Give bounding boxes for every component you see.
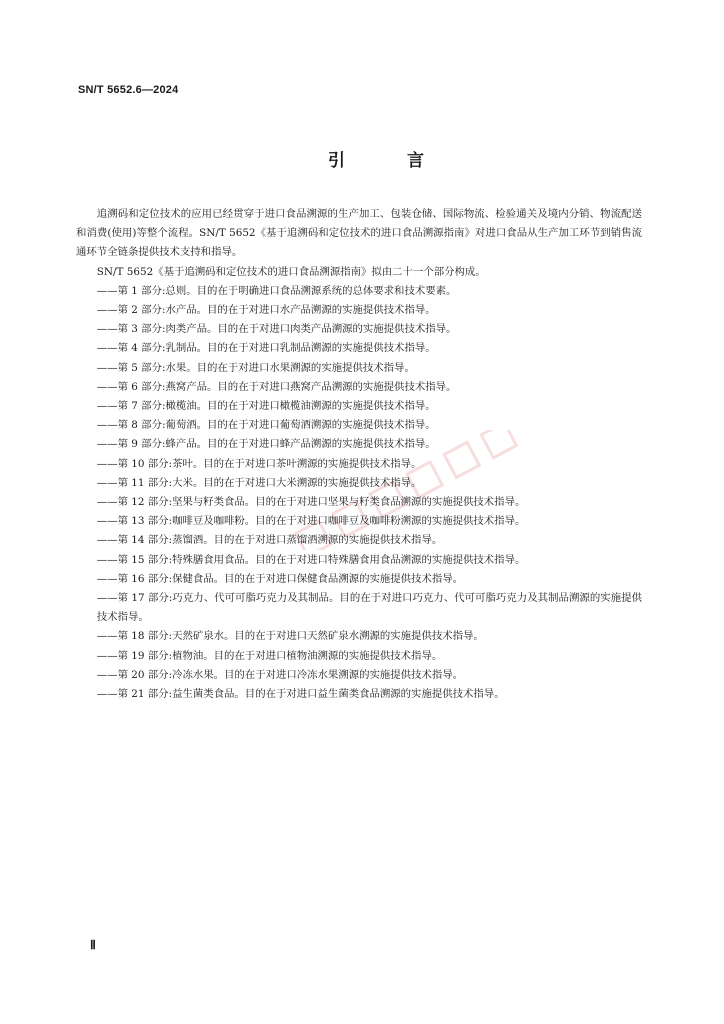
list-item: ——第 3 部分:肉类产品。目的在于对进口肉类产品溯源的实施提供技术指导。 bbox=[96, 323, 457, 336]
list-item: ——第 14 部分:蒸馏酒。目的在于对进口蒸馏酒溯源的实施提供技术指导。 bbox=[96, 534, 443, 547]
list-item: ——第 6 部分:燕窝产品。目的在于对进口燕窝产品溯源的实施提供技术指导。 bbox=[96, 380, 457, 393]
list-item: ——第 2 部分:水产品。目的在于对进口水产品溯源的实施提供技术指导。 bbox=[96, 304, 436, 317]
list-item: ——第 20 部分:冷冻水果。目的在于对进口冷冻水果溯源的实施提供技术指导。 bbox=[96, 668, 464, 681]
list-item: ——第 13 部分:咖啡豆及咖啡粉。目的在于对进口咖啡豆及咖啡粉溯源的实施提供技术指导。 bbox=[96, 515, 526, 528]
list-item: ——第 16 部分:保健食品。目的在于对进口保健食品溯源的实施提供技术指导。 bbox=[96, 572, 464, 585]
list-item: ——第 19 部分:植物油。目的在于对进口植物油溯源的实施提供技术指导。 bbox=[96, 649, 443, 662]
list-item: ——第 5 部分:水果。目的在于对进口水果溯源的实施提供技术指导。 bbox=[96, 361, 415, 374]
list-item: ——第 7 部分:橄榄油。目的在于对进口橄榄油溯源的实施提供技术指导。 bbox=[96, 400, 436, 413]
page-title: 引 言 bbox=[328, 151, 452, 171]
structure-paragraph: SN/T 5652《基于追溯码和定位技术的进口食品溯源指南》拟由二十一个部分构成。 bbox=[96, 265, 486, 278]
list-item: ——第 17 部分:巧克力、代可可脂巧克力及其制品。目的在于对进口巧克力、代可可脂巧克力及其制品溯源的实施提供技术指导。 bbox=[96, 592, 642, 624]
list-item: ——第 12 部分:坚果与籽类食品。目的在于对进口坚果与籽类食品溯源的实施提供技术指导。 bbox=[96, 496, 526, 509]
list-item: ——第 4 部分:乳制品。目的在于对进口乳制品溯源的实施提供技术指导。 bbox=[96, 342, 436, 355]
list-item: ——第 10 部分:茶叶。目的在于对进口茶叶溯源的实施提供技术指导。 bbox=[96, 457, 422, 470]
list-item: ——第 21 部分:益生菌类食品。目的在于对进口益生菌类食品溯源的实施提供技术指导。 bbox=[96, 688, 505, 701]
standard-code: SN/T 5652.6—2024 bbox=[78, 84, 179, 96]
body-text bbox=[76, 205, 642, 704]
page-number: Ⅱ bbox=[90, 938, 96, 952]
list-item: ——第 9 部分:蜂产品。目的在于对进口蜂产品溯源的实施提供技术指导。 bbox=[96, 438, 436, 451]
list-item: ——第 18 部分:天然矿泉水。目的在于对进口天然矿泉水溯源的实施提供技术指导。 bbox=[96, 630, 484, 643]
list-item: ——第 1 部分:总则。目的在于明确进口食品溯源系统的总体要求和技术要素。 bbox=[96, 284, 457, 297]
intro-paragraph: 追溯码和定位技术的应用已经贯穿于进口食品溯源的生产加工、包装仓储、国际物流、检验通关及境内分销、物流配送和消费(使用)等整个流程。SN/T 5652《基于追溯码和定位技术的进口食品溯源指南》对进口食品从生产加工环节到销售流通环节全链条提供技术支持和指导。 bbox=[76, 208, 642, 259]
list-item: ——第 15 部分:特殊膳食用食品。目的在于对进口特殊膳食用食品溯源的实施提供技术指导。 bbox=[96, 553, 526, 566]
list-item: ——第 11 部分:大米。目的在于对进口大米溯源的实施提供技术指导。 bbox=[96, 476, 422, 489]
parts-list bbox=[76, 282, 642, 704]
list-item: ——第 8 部分:葡萄酒。目的在于对进口葡萄酒溯源的实施提供技术指导。 bbox=[96, 419, 436, 432]
